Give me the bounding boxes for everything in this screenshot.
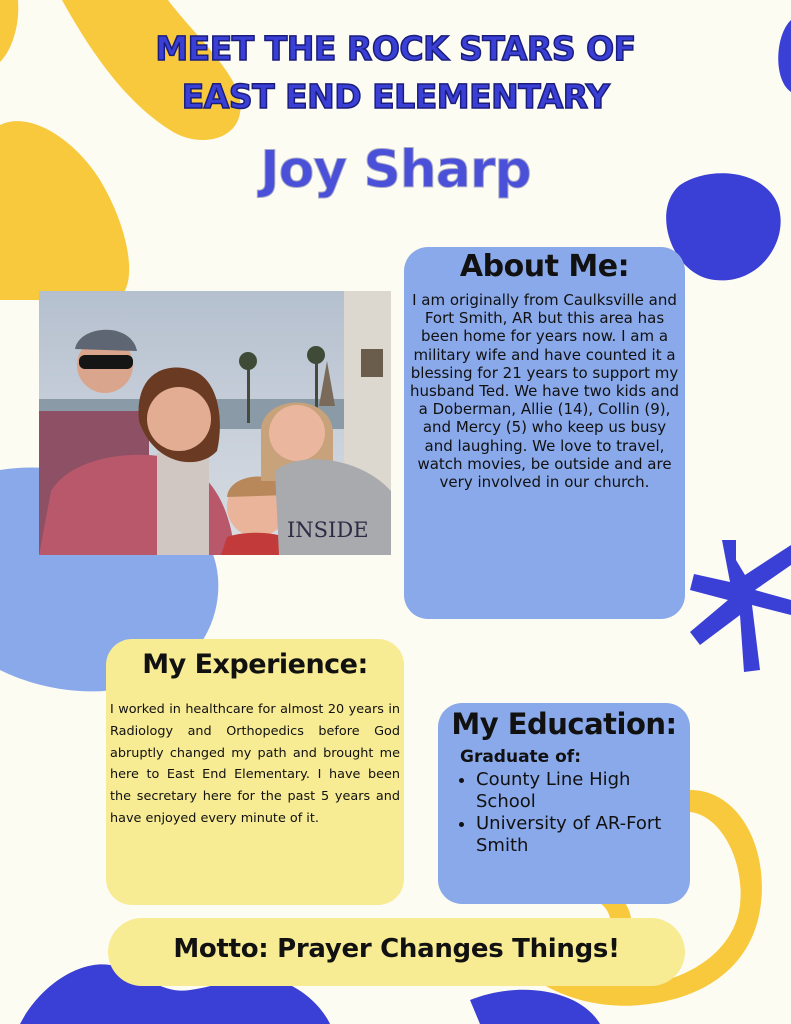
experience-text: I worked in healthcare for almost 20 years in Radiology and Orthopedics before God abruptly changed my path and brought me here to East End Elementary. I have been the secretary here for the past 5 years and have enjoyed every minute of it.	[110, 702, 400, 826]
experience-title: My Experience:	[142, 649, 368, 680]
education-box	[438, 703, 690, 904]
motto-text: Motto: Prayer Changes Things!	[173, 934, 620, 964]
about-me-title: About Me:	[459, 249, 630, 284]
staff-name: Joy Sharp	[260, 140, 531, 200]
list-item: • University of AR-Fort Smith	[476, 813, 676, 857]
about-me-box	[404, 247, 685, 619]
headline-line-1: MEET THE ROCK STARS OF	[155, 29, 636, 68]
blue-asterisk	[690, 540, 791, 672]
education-title: My Education:	[451, 707, 677, 741]
sweatshirt-text: INSIDE	[287, 518, 369, 542]
about-me-text: I am originally from Caulksville and Fort Smith, AR but this area has been home for years now. I am a military wife and have counted it a blessing for 21 years to support my husband Ted. We have two kids and a Doberman, Allie (14), Collin (9), and Mercy (5) who keep us busy and laughing. We love to travel, watch movies, be outside and are very involved in our church.	[409, 291, 680, 492]
list-item: • County Line High School	[476, 769, 676, 813]
education-subtitle: Graduate of:	[460, 747, 582, 767]
motto-box	[108, 918, 685, 986]
yellow-blob-top	[62, 0, 241, 140]
headline-line-2: EAST END ELEMENTARY	[181, 77, 610, 116]
family-photo	[39, 291, 391, 555]
education-list	[438, 769, 676, 857]
experience-box	[106, 639, 404, 905]
